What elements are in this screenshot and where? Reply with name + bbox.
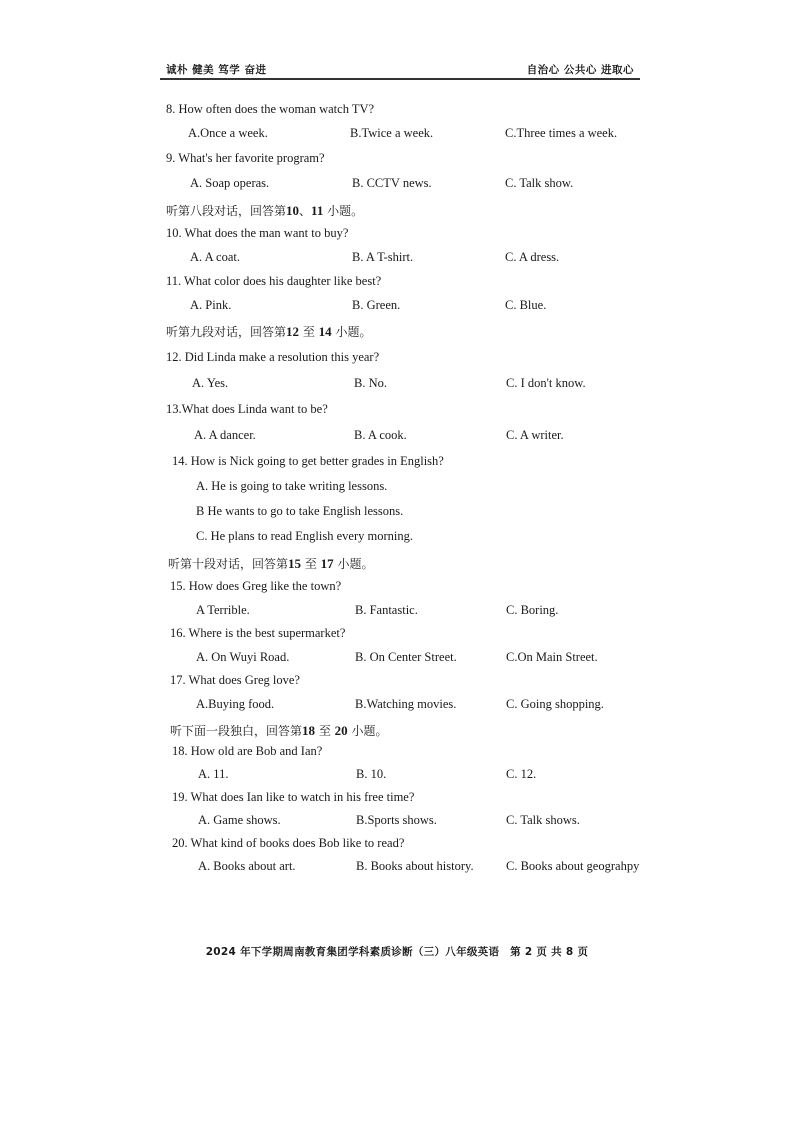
q8-option-a: A.Once a week. (188, 126, 268, 140)
q10-option-b: B. A T-shirt. (352, 250, 414, 264)
q14-option-b: B He wants to go to take English lessons. (196, 504, 404, 518)
q13-option-c: C. A writer. (506, 428, 564, 442)
q11-option-b: B. Green. (352, 298, 401, 312)
q12-option-c: C. I don't know. (506, 376, 586, 390)
q14-option-c: C. He plans to read English every morning. (196, 529, 413, 543)
question-14: 14. How is Nick going to get better grades in English? (172, 454, 444, 468)
question-11: 11. What color does his daughter like best? (166, 274, 382, 288)
question-18: 18. How old are Bob and Ian? (172, 744, 323, 758)
q19-option-b: B.Sports shows. (356, 813, 437, 827)
section-8-instruction: 听第八段对话，回答第10、11 小题。 (166, 203, 364, 218)
question-16: 16. Where is the best supermarket? (170, 626, 346, 640)
q18-option-b: B. 10. (356, 767, 387, 781)
q14-option-a: A. He is going to take writing lessons. (196, 479, 388, 493)
question-19: 19. What does Ian like to watch in his free time? (172, 790, 415, 804)
question-15: 15. How does Greg like the town? (170, 579, 342, 593)
q13-option-b: B. A cook. (354, 428, 407, 442)
monologue-instruction: 听下面一段独白，回答第18 至 20 小题。 (170, 723, 388, 738)
question-12: 12. Did Linda make a resolution this year? (166, 350, 380, 364)
q9-option-c: C. Talk show. (505, 176, 574, 190)
q17-option-a: A.Buying food. (196, 697, 275, 711)
question-13: 13.What does Linda want to be? (166, 402, 328, 416)
q16-option-a: A. On Wuyi Road. (196, 650, 290, 664)
q18-option-c: C. 12. (506, 767, 537, 781)
q15-option-b: B. Fantastic. (355, 603, 418, 617)
school-motto: 诚朴 健美 笃学 奋进 (166, 64, 267, 76)
q17-option-b: B.Watching movies. (355, 697, 457, 711)
q11-option-c: C. Blue. (505, 298, 547, 312)
q15-option-c: C. Boring. (506, 603, 559, 617)
question-20: 20. What kind of books does Bob like to read? (172, 836, 405, 850)
question-9: 9. What's her favorite program? (166, 151, 325, 165)
q15-option-a: A Terrible. (196, 603, 250, 617)
q20-option-b: B. Books about history. (356, 859, 474, 873)
q12-option-b: B. No. (354, 376, 387, 390)
page-footer: 2024 年下学期周南教育集团学科素质诊断（三）八年级英语 第 2 页 共 8 页 (205, 946, 589, 958)
q8-option-b: B.Twice a week. (350, 126, 434, 140)
school-spirit: 自治心 公共心 进取心 (526, 64, 634, 76)
q10-option-c: C. A dress. (505, 250, 560, 264)
q19-option-c: C. Talk shows. (506, 813, 580, 827)
q8-option-c: C.Three times a week. (505, 126, 618, 140)
question-8: 8. How often does the woman watch TV? (166, 102, 375, 116)
q20-option-c: C. Books about geograhpy (506, 859, 640, 873)
q10-option-a: A. A coat. (190, 250, 240, 264)
question-10: 10. What does the man want to buy? (166, 226, 349, 240)
q16-option-b: B. On Center Street. (355, 650, 457, 664)
q13-option-a: A. A dancer. (194, 428, 256, 442)
q9-option-b: B. CCTV news. (352, 176, 432, 190)
section-10-instruction: 听第十段对话，回答第15 至 17 小题。 (168, 556, 374, 571)
q18-option-a: A. 11. (198, 767, 229, 781)
q20-option-a: A. Books about art. (198, 859, 296, 873)
q19-option-a: A. Game shows. (198, 813, 281, 827)
question-17: 17. What does Greg love? (170, 673, 300, 687)
q17-option-c: C. Going shopping. (506, 697, 604, 711)
q12-option-a: A. Yes. (192, 376, 229, 390)
section-9-instruction: 听第九段对话，回答第12 至 14 小题。 (166, 324, 372, 339)
q16-option-c: C.On Main Street. (506, 650, 598, 664)
header-divider (160, 78, 640, 80)
q11-option-a: A. Pink. (190, 298, 232, 312)
q9-option-a: A. Soap operas. (190, 176, 270, 190)
